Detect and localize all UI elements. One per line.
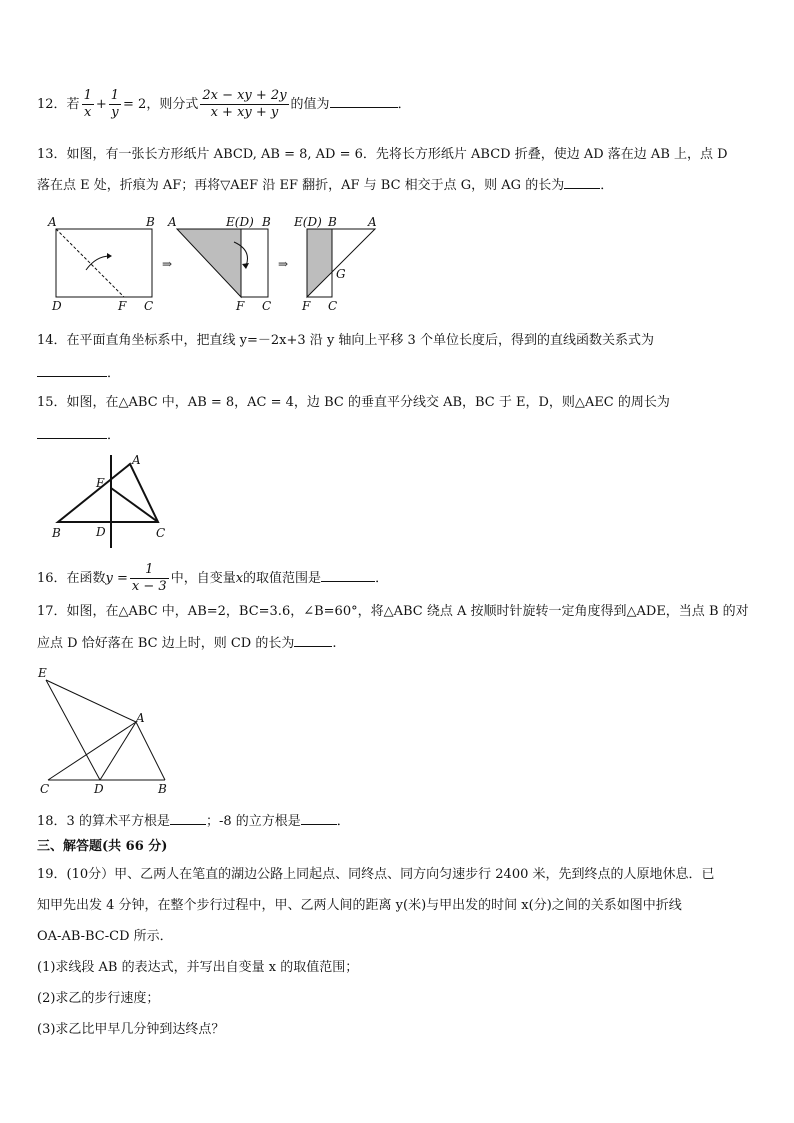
q18-text-1: 18．3 的算术平方根是: [37, 814, 170, 829]
q16-x: x: [235, 571, 244, 586]
q15-label-A: A: [132, 453, 141, 467]
q17-label-B: B: [158, 782, 167, 796]
q13-rect-1: [56, 229, 152, 297]
q13-label-B2: B: [262, 215, 271, 229]
q13-arrow-2: ⇒: [278, 257, 289, 271]
q13-arrow-head: [107, 253, 112, 259]
q16-text-2: 中，自变量: [170, 571, 236, 586]
q16-f-num: 1: [130, 562, 169, 579]
q13-label-A1: A: [48, 215, 57, 229]
q12-f3-den: x + xy + y: [210, 105, 279, 120]
q12-fraction-3: [200, 88, 288, 121]
q13-shaded-triangle: [177, 229, 241, 297]
q15-segment-ec: [111, 488, 158, 522]
q12-fraction-2: [109, 88, 121, 121]
q13-fold-line: [56, 229, 124, 297]
q17-label-C: C: [40, 782, 50, 796]
section-3-heading: 三、解答题(共 66 分): [37, 839, 168, 854]
q14-line-2: [37, 364, 120, 383]
q15-triangle-abc: [58, 464, 158, 522]
q15-line-2: [37, 426, 120, 445]
q15-label-B: B: [52, 526, 61, 540]
q15-answer-blank[interactable]: [37, 426, 107, 439]
q17-label-E: E: [38, 666, 47, 680]
q12-f3-num: 2x − xy + 2y: [202, 88, 287, 103]
q12-text-2: = 2，则分式: [123, 97, 199, 112]
q17-line-2: [37, 634, 336, 653]
q13-label-F2: F: [236, 299, 245, 313]
q13-label-C2: C: [262, 299, 272, 313]
q13-end: ．: [600, 178, 614, 193]
q19-subquestion-2: (2)求乙的步行速度；: [37, 991, 160, 1006]
q17-segment-ea: [46, 680, 136, 722]
q13-label-F3: F: [302, 299, 311, 313]
q15-label-E: E: [96, 476, 105, 490]
q12-answer-blank[interactable]: [330, 95, 398, 108]
q12-end: ．: [397, 97, 411, 112]
q14-answer-blank[interactable]: [37, 364, 107, 377]
q19-subquestion-1: (1)求线段 AB 的表达式，并写出自变量 x 的取值范围；: [37, 960, 359, 975]
q13-flip-arrow-head: [242, 263, 249, 269]
q12-plus: +: [95, 97, 107, 112]
q13-answer-blank[interactable]: [564, 176, 600, 189]
q13-figure: [40, 212, 400, 318]
q16-text-3: 的取值范围是: [243, 571, 322, 586]
q13-label-B3: B: [328, 215, 337, 229]
q19-line-3: OA-AB-BC-CD 所示．: [37, 929, 173, 944]
q17-end: .: [332, 636, 337, 651]
q12-f1-num: 1: [83, 88, 92, 103]
q13-label-B1: B: [146, 215, 155, 229]
q13-label-C3: C: [328, 299, 338, 313]
q17-line-1: 17．如图，在△ABC 中，AB=2，BC=3.6，∠B=60°，将△ABC 绕点 A 按顺时针旋转一定角度得到△ADE，当点 B 的对: [37, 604, 749, 619]
q17-answer-blank[interactable]: [294, 634, 332, 647]
q16-end: ．: [375, 571, 389, 586]
q13-label-C1: C: [144, 299, 154, 313]
q19-subquestion-3: (3)求乙比甲早几分钟到达终点？: [37, 1022, 225, 1037]
q13-label-G3: G: [336, 267, 346, 281]
q13-rect-2: [241, 229, 268, 297]
question-16: [37, 562, 388, 595]
q12-text-3: 的值为: [290, 97, 330, 112]
q14-line-1: 14．在平面直角坐标系中，把直线 y=－2x+3 沿 y 轴向上平移 3 个单位长度后，得到的直线函数关系式为: [37, 333, 654, 348]
q12-fraction-1: [82, 88, 94, 121]
q13-label-F1: F: [118, 299, 127, 313]
q12-number: 12．: [37, 97, 67, 112]
q19-line-1: 19．(10分）甲、乙两人在笔直的湖边公路上同起点、同终点、同方向匀速步行 2400 米，先到终点的人原地休息．已: [37, 867, 715, 882]
q18-answer-blank-2[interactable]: [301, 812, 337, 825]
q16-answer-blank[interactable]: [321, 569, 375, 582]
q13-label-ED3: E(D): [294, 215, 322, 229]
q13-label-A3: A: [368, 215, 377, 229]
q19-line-2: 知甲先出发 4 分钟，在整个步行过程中，甲、乙两人间的距离 y(米)与甲出发的时间 x(分)之间的关系如图中折线: [37, 898, 682, 913]
q17-figure: [34, 662, 174, 796]
q18-answer-blank-1[interactable]: [170, 812, 206, 825]
q17-label-A: A: [136, 711, 145, 725]
q17-segment-da: [100, 722, 136, 780]
q12-text-1: 若: [66, 97, 80, 112]
q16-f-den: x − 3: [131, 579, 167, 594]
q15-label-D: D: [96, 525, 106, 539]
q15-end: ．: [107, 428, 121, 443]
q17-line-2-text: 应点 D 恰好落在 BC 边上时，则 CD 的长为: [37, 636, 295, 651]
q16-fraction: [130, 562, 169, 595]
q17-segment-ab: [136, 722, 165, 780]
q15-line-1: 15．如图，在△ABC 中，AB = 8，AC = 4，边 BC 的垂直平分线交 AB，BC 于 E，D，则△AEC 的周长为: [37, 395, 670, 410]
q13-label-D1: D: [52, 299, 62, 313]
q16-text-1: 16．在函数: [37, 571, 106, 586]
q12-f2-num: 1: [110, 88, 120, 103]
q13-line-2: [37, 176, 613, 195]
q17-label-D: D: [94, 782, 104, 796]
q13-label-ED2: E(D): [226, 215, 254, 229]
q13-arrow-1: ⇒: [162, 257, 173, 271]
q14-end: ．: [107, 366, 121, 381]
q17-segment-ca: [48, 722, 136, 780]
q13-line-2-text: 落在点 E 处，折痕为 AF；再将▽AEF 沿 EF 翻折，AF 与 BC 相交于点 G，则 AG 的长为: [37, 178, 565, 193]
q13-label-A2: A: [168, 215, 177, 229]
question-12: [37, 88, 411, 121]
q17-segment-ed: [46, 680, 100, 780]
q18-end: ．: [336, 814, 350, 829]
q12-f1-den: x: [84, 105, 92, 120]
q18-text-2: ；-8 的立方根是: [205, 814, 301, 829]
q13-line-1: 13．如图，有一张长方形纸片 ABCD, AB = 8, AD = 6．先将长方形纸片 ABCD 折叠，使边 AD 落在边 AB 上，点 D: [37, 147, 728, 162]
question-18: [37, 812, 350, 831]
q15-figure: [48, 450, 178, 552]
q13-shaded-region: [307, 229, 332, 297]
q15-label-C: C: [156, 526, 166, 540]
q16-y: y =: [105, 571, 128, 586]
q12-f2-den: y: [111, 105, 119, 120]
